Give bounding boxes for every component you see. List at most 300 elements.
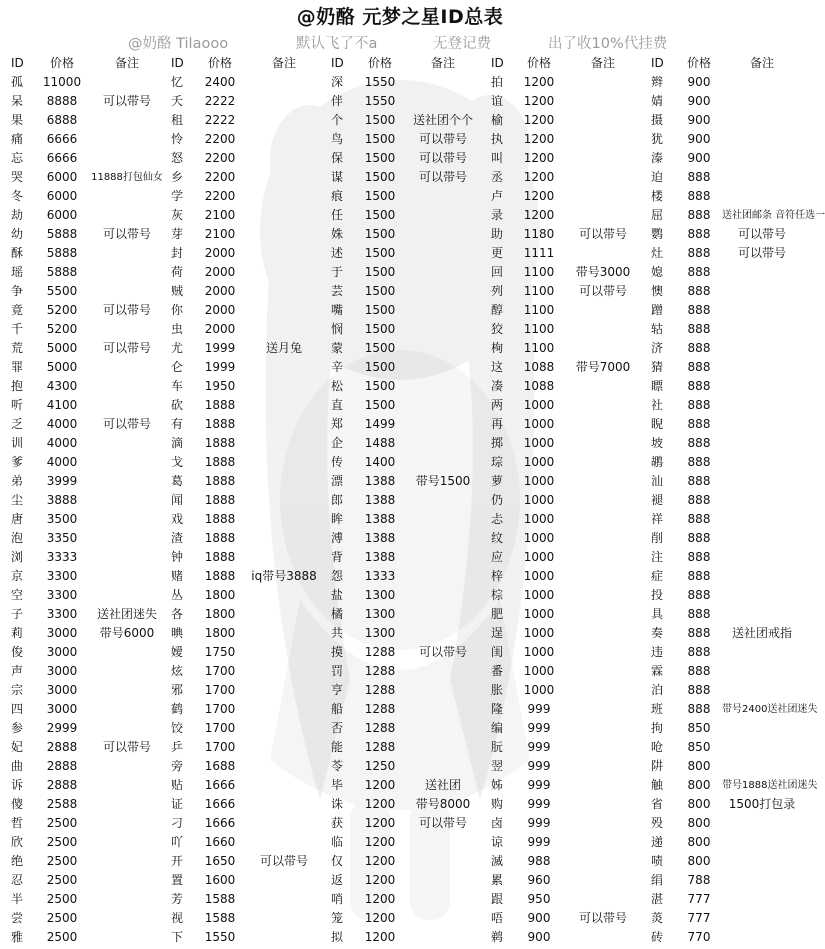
cell-note xyxy=(408,681,478,700)
cell-price: 2500 xyxy=(46,892,78,906)
cell-price: 3300 xyxy=(46,607,78,621)
cell-price: 1666 xyxy=(204,816,236,830)
cell-price: 1200 xyxy=(523,170,555,184)
cell-price: 788 xyxy=(687,873,711,887)
cell-id: 列 xyxy=(491,284,504,298)
cell-note: 带号7000 xyxy=(575,360,631,374)
column-header-price: 价格 xyxy=(367,56,392,70)
cell-note: 可以带号 xyxy=(102,341,151,355)
cell-note xyxy=(408,700,478,719)
cell-price: 6888 xyxy=(46,113,78,127)
cell-note xyxy=(246,700,322,719)
cell-id: 泡 xyxy=(11,531,24,545)
cell-price: 999 xyxy=(527,797,551,811)
cell-id: 购 xyxy=(491,797,504,811)
cell-price: 888 xyxy=(687,569,711,583)
cell-price: 900 xyxy=(687,132,711,146)
cell-note: 可以带号 xyxy=(102,227,151,241)
cell-price: 888 xyxy=(687,208,711,222)
cell-id: 视 xyxy=(171,911,184,925)
subtitle-commission-note: 出了收10%代挂费 xyxy=(548,36,668,52)
cell-id: 隆 xyxy=(491,702,504,716)
cell-price: 1500 xyxy=(364,303,396,317)
cell-id: 伴 xyxy=(331,94,344,108)
cell-note xyxy=(570,111,636,130)
cell-price: 1500 xyxy=(364,189,396,203)
cell-id: 楼 xyxy=(651,189,664,203)
cell-id: 劫 xyxy=(11,208,24,222)
cell-id: 唔 xyxy=(491,911,504,925)
cell-id: 违 xyxy=(651,645,664,659)
cell-price: 6000 xyxy=(46,170,78,184)
cell-price: 1888 xyxy=(204,569,236,583)
cell-note xyxy=(570,149,636,168)
cell-id: 你 xyxy=(171,303,184,317)
cell-id: 弟 xyxy=(11,474,24,488)
cell-note xyxy=(570,852,636,871)
cell-price: 1500 xyxy=(364,398,396,412)
cell-id: 空 xyxy=(11,588,24,602)
cell-note xyxy=(570,491,636,510)
cell-note xyxy=(246,206,322,225)
cell-price: 1200 xyxy=(364,835,396,849)
cell-note xyxy=(246,301,322,320)
cell-price: 2888 xyxy=(46,778,78,792)
cell-price: 1388 xyxy=(364,493,396,507)
cell-id: 滴 xyxy=(171,436,184,450)
cell-price: 2222 xyxy=(204,113,236,127)
cell-price: 1500 xyxy=(364,246,396,260)
cell-note xyxy=(570,624,636,643)
cell-price: 888 xyxy=(687,683,711,697)
cell-note: 带号8000 xyxy=(415,797,471,811)
column-header-note: 备注 xyxy=(114,56,139,70)
cell-note xyxy=(570,681,636,700)
subtitle-fee-note: 无登记费 xyxy=(433,36,491,52)
cell-price: 888 xyxy=(687,664,711,678)
cell-note xyxy=(408,244,478,263)
cell-price: 1200 xyxy=(523,189,555,203)
cell-id: 京 xyxy=(11,569,24,583)
cell-id: 跟 xyxy=(491,892,504,906)
cell-note xyxy=(246,662,322,681)
cell-price: 3000 xyxy=(46,645,78,659)
cell-id: 仍 xyxy=(491,493,504,507)
cell-id: 胀 xyxy=(491,683,504,697)
cell-id: 执 xyxy=(491,132,504,146)
cell-note xyxy=(408,187,478,206)
cell-note xyxy=(722,187,802,206)
cell-note xyxy=(408,757,478,776)
cell-id: 这 xyxy=(491,360,504,374)
column-header-id: ID xyxy=(651,56,664,70)
cell-note xyxy=(408,852,478,871)
cell-note xyxy=(722,719,802,738)
cell-id: 戏 xyxy=(171,512,184,526)
cell-price: 1000 xyxy=(523,417,555,431)
cell-id: 有 xyxy=(171,417,184,431)
cell-price: 888 xyxy=(687,493,711,507)
cell-id: 犹 xyxy=(651,132,664,146)
cell-id: 雅 xyxy=(11,930,24,944)
cell-price: 1388 xyxy=(364,531,396,545)
cell-id: 租 xyxy=(171,113,184,127)
cell-price: 1000 xyxy=(523,588,555,602)
cell-note xyxy=(90,719,164,738)
cell-id: 纹 xyxy=(491,531,504,545)
cell-note: 带号2400送社团迷失 xyxy=(722,704,818,715)
cell-id: 仅 xyxy=(331,854,344,868)
cell-id: 番 xyxy=(491,664,504,678)
cell-note xyxy=(570,206,636,225)
cell-price: 1000 xyxy=(523,626,555,640)
cell-note xyxy=(90,73,164,92)
cell-note xyxy=(722,928,802,947)
cell-price: 3350 xyxy=(46,531,78,545)
cell-note xyxy=(246,719,322,738)
cell-note xyxy=(408,662,478,681)
cell-id: 绢 xyxy=(651,873,664,887)
cell-id: 嘴 xyxy=(331,303,344,317)
cell-note xyxy=(90,510,164,529)
cell-price: 2000 xyxy=(204,284,236,298)
cell-price: 2200 xyxy=(204,132,236,146)
cell-id: 鸟 xyxy=(331,132,344,146)
cell-price: 900 xyxy=(687,151,711,165)
cell-price: 1111 xyxy=(523,246,555,260)
cell-id: 保 xyxy=(331,151,344,165)
cell-id: 乏 xyxy=(11,417,24,431)
cell-id: 哨 xyxy=(331,892,344,906)
cell-id: 婧 xyxy=(651,94,664,108)
cell-id: 拘 xyxy=(651,721,664,735)
cell-id: 渣 xyxy=(171,531,184,545)
cell-id: 芳 xyxy=(171,892,184,906)
cell-id: 怨 xyxy=(331,569,344,583)
cell-id: 鹤 xyxy=(171,702,184,716)
cell-id: 痕 xyxy=(331,189,344,203)
cell-note xyxy=(90,529,164,548)
cell-note xyxy=(246,73,322,92)
cell-id: 半 xyxy=(11,892,24,906)
cell-note xyxy=(570,377,636,396)
cell-note xyxy=(90,681,164,700)
cell-price: 2999 xyxy=(46,721,78,735)
cell-note xyxy=(722,111,802,130)
cell-id: 幼 xyxy=(11,227,24,241)
cell-note xyxy=(90,263,164,282)
cell-price: 850 xyxy=(687,721,711,735)
cell-id: 呛 xyxy=(651,740,664,754)
cell-id: 怜 xyxy=(171,132,184,146)
cell-price: 1200 xyxy=(364,797,396,811)
cell-id: 罪 xyxy=(11,360,24,374)
cell-price: 1000 xyxy=(523,645,555,659)
cell-id: 睨 xyxy=(651,417,664,431)
cell-note: 送社团 xyxy=(424,778,461,792)
cell-note xyxy=(722,605,802,624)
cell-note xyxy=(246,586,322,605)
cell-price: 1888 xyxy=(204,493,236,507)
cell-note xyxy=(246,757,322,776)
cell-price: 2200 xyxy=(204,170,236,184)
cell-price: 1000 xyxy=(523,607,555,621)
cell-id: 莉 xyxy=(11,626,24,640)
cell-price: 888 xyxy=(687,512,711,526)
cell-note xyxy=(408,415,478,434)
cell-id: 累 xyxy=(491,873,504,887)
cell-note xyxy=(90,700,164,719)
cell-price: 888 xyxy=(687,607,711,621)
cell-note xyxy=(90,472,164,491)
cell-id: 琮 xyxy=(491,455,504,469)
cell-price: 3300 xyxy=(46,588,78,602)
cell-price: 1888 xyxy=(204,531,236,545)
cell-note xyxy=(570,567,636,586)
cell-price: 1000 xyxy=(523,569,555,583)
cell-price: 1500 xyxy=(364,208,396,222)
cell-price: 2888 xyxy=(46,759,78,773)
cell-price: 4000 xyxy=(46,455,78,469)
cell-price: 1666 xyxy=(204,797,236,811)
cell-price: 888 xyxy=(687,322,711,336)
cell-price: 4100 xyxy=(46,398,78,412)
cell-price: 1888 xyxy=(204,474,236,488)
cell-price: 1500 xyxy=(364,151,396,165)
cell-price: 1800 xyxy=(204,626,236,640)
cell-id: 应 xyxy=(491,550,504,564)
cell-price: 888 xyxy=(687,455,711,469)
cell-note xyxy=(570,301,636,320)
cell-note xyxy=(570,833,636,852)
cell-price: 1660 xyxy=(204,835,236,849)
cell-id: 船 xyxy=(331,702,344,716)
cell-note xyxy=(246,776,322,795)
cell-id: 荒 xyxy=(11,341,24,355)
cell-note xyxy=(246,453,322,472)
cell-note xyxy=(90,491,164,510)
cell-price: 1100 xyxy=(523,341,555,355)
cell-id: 湛 xyxy=(651,892,664,906)
cell-note xyxy=(570,130,636,149)
column-header-price: 价格 xyxy=(207,56,232,70)
cell-note xyxy=(570,415,636,434)
cell-price: 1950 xyxy=(204,379,236,393)
cell-note xyxy=(570,320,636,339)
cell-note xyxy=(570,738,636,757)
cell-note xyxy=(90,757,164,776)
cell-price: 1488 xyxy=(364,436,396,450)
cell-note xyxy=(246,928,322,947)
cell-price: 3300 xyxy=(46,569,78,583)
cell-price: 888 xyxy=(687,227,711,241)
cell-id: 助 xyxy=(491,227,504,241)
cell-note xyxy=(408,548,478,567)
cell-note xyxy=(90,206,164,225)
cell-price: 999 xyxy=(527,778,551,792)
cell-note xyxy=(90,320,164,339)
cell-note xyxy=(90,909,164,928)
cell-id: 社 xyxy=(651,398,664,412)
cell-id: 封 xyxy=(171,246,184,260)
cell-price: 1888 xyxy=(204,398,236,412)
cell-price: 999 xyxy=(527,835,551,849)
cell-id: 姊 xyxy=(491,778,504,792)
cell-price: 1000 xyxy=(523,474,555,488)
cell-note xyxy=(570,795,636,814)
cell-note xyxy=(408,320,478,339)
cell-price: 1200 xyxy=(364,778,396,792)
cell-note xyxy=(722,567,802,586)
cell-price: 888 xyxy=(687,189,711,203)
cell-price: 777 xyxy=(687,911,711,925)
cell-note xyxy=(246,814,322,833)
cell-id: 尝 xyxy=(11,911,24,925)
cell-note xyxy=(90,814,164,833)
cell-note xyxy=(722,833,802,852)
cell-note xyxy=(722,130,802,149)
column-header-price: 价格 xyxy=(49,56,74,70)
cell-price: 1500 xyxy=(364,132,396,146)
cell-price: 888 xyxy=(687,398,711,412)
cell-id: 殁 xyxy=(651,816,664,830)
cell-id: 闻 xyxy=(171,493,184,507)
cell-price: 2888 xyxy=(46,740,78,754)
cell-price: 1000 xyxy=(523,531,555,545)
cell-id: 滅 xyxy=(491,854,504,868)
cell-note xyxy=(722,282,802,301)
cell-note xyxy=(722,510,802,529)
cell-note xyxy=(722,662,802,681)
cell-price: 1333 xyxy=(364,569,396,583)
cell-id: 削 xyxy=(651,531,664,545)
cell-price: 1550 xyxy=(204,930,236,944)
cell-price: 888 xyxy=(687,531,711,545)
cell-price: 888 xyxy=(687,341,711,355)
cell-note xyxy=(408,301,478,320)
cell-price: 1100 xyxy=(523,322,555,336)
cell-note xyxy=(408,92,478,111)
cell-price: 2400 xyxy=(204,75,236,89)
cell-note xyxy=(570,643,636,662)
cell-price: 3500 xyxy=(46,512,78,526)
cell-id: 编 xyxy=(491,721,504,735)
cell-note xyxy=(722,643,802,662)
column-header-price: 价格 xyxy=(526,56,551,70)
cell-id: 训 xyxy=(11,436,24,450)
cell-id: 企 xyxy=(331,436,344,450)
cell-price: 888 xyxy=(687,626,711,640)
cell-note xyxy=(570,529,636,548)
cell-note xyxy=(90,244,164,263)
cell-note xyxy=(722,149,802,168)
cell-note xyxy=(722,852,802,871)
cell-id: 蒙 xyxy=(331,341,344,355)
cell-id: 灰 xyxy=(171,208,184,222)
cell-price: 2500 xyxy=(46,930,78,944)
cell-id: 尤 xyxy=(171,341,184,355)
cell-note xyxy=(246,263,322,282)
subtitle-author: @奶酪 Tilaooo xyxy=(128,36,229,52)
cell-price: 888 xyxy=(687,265,711,279)
cell-note xyxy=(90,871,164,890)
cell-note xyxy=(246,434,322,453)
cell-id: 萝 xyxy=(491,474,504,488)
cell-note xyxy=(246,377,322,396)
cell-id: 栒 xyxy=(491,341,504,355)
cell-note xyxy=(722,358,802,377)
cell-note xyxy=(90,282,164,301)
cell-id: 虫 xyxy=(171,322,184,336)
cell-price: 1500 xyxy=(364,170,396,184)
cell-note xyxy=(90,795,164,814)
cell-price: 1288 xyxy=(364,702,396,716)
cell-note xyxy=(408,738,478,757)
cell-price: 1200 xyxy=(523,132,555,146)
cell-note: 可以带号 xyxy=(102,94,151,108)
cell-price: 2500 xyxy=(46,911,78,925)
cell-id: 吖 xyxy=(171,835,184,849)
cell-id: 临 xyxy=(331,835,344,849)
cell-id: 郑 xyxy=(331,417,344,431)
cell-price: 900 xyxy=(687,94,711,108)
cell-price: 1888 xyxy=(204,417,236,431)
cell-price: 1700 xyxy=(204,740,236,754)
cell-note xyxy=(570,168,636,187)
cell-note xyxy=(408,282,478,301)
cell-note xyxy=(408,624,478,643)
cell-note xyxy=(408,339,478,358)
cell-id: 蹭 xyxy=(651,303,664,317)
cell-note xyxy=(90,434,164,453)
cell-note xyxy=(90,662,164,681)
cell-id: 旁 xyxy=(171,759,184,773)
cell-id: 晪 xyxy=(171,626,184,640)
cell-price: 2100 xyxy=(204,227,236,241)
cell-note xyxy=(90,833,164,852)
column-header-id: ID xyxy=(491,56,504,70)
cell-price: 1550 xyxy=(364,94,396,108)
cell-id: 泊 xyxy=(651,683,664,697)
cell-id: 赌 xyxy=(171,569,184,583)
cell-price: 1500 xyxy=(364,341,396,355)
cell-note xyxy=(90,890,164,909)
cell-price: 3000 xyxy=(46,683,78,697)
cell-note xyxy=(408,586,478,605)
cell-price: 1650 xyxy=(204,854,236,868)
cell-id: 抱 xyxy=(11,379,24,393)
cell-price: 900 xyxy=(527,930,551,944)
column-header-id: ID xyxy=(11,56,24,70)
cell-price: 1999 xyxy=(204,360,236,374)
cell-note xyxy=(90,586,164,605)
cell-price: 2500 xyxy=(46,873,78,887)
cell-id: 忘 xyxy=(11,151,24,165)
cell-id: 啧 xyxy=(651,854,664,868)
cell-price: 1888 xyxy=(204,436,236,450)
cell-price: 888 xyxy=(687,702,711,716)
cell-price: 1288 xyxy=(364,683,396,697)
cell-id: 班 xyxy=(651,702,664,716)
cell-note xyxy=(246,833,322,852)
cell-id: 酥 xyxy=(11,246,24,260)
cell-id: 再 xyxy=(491,417,504,431)
cell-price: 1288 xyxy=(364,721,396,735)
cell-price: 6000 xyxy=(46,189,78,203)
cell-price: 1800 xyxy=(204,607,236,621)
cell-id: 症 xyxy=(651,569,664,583)
cell-note xyxy=(246,795,322,814)
